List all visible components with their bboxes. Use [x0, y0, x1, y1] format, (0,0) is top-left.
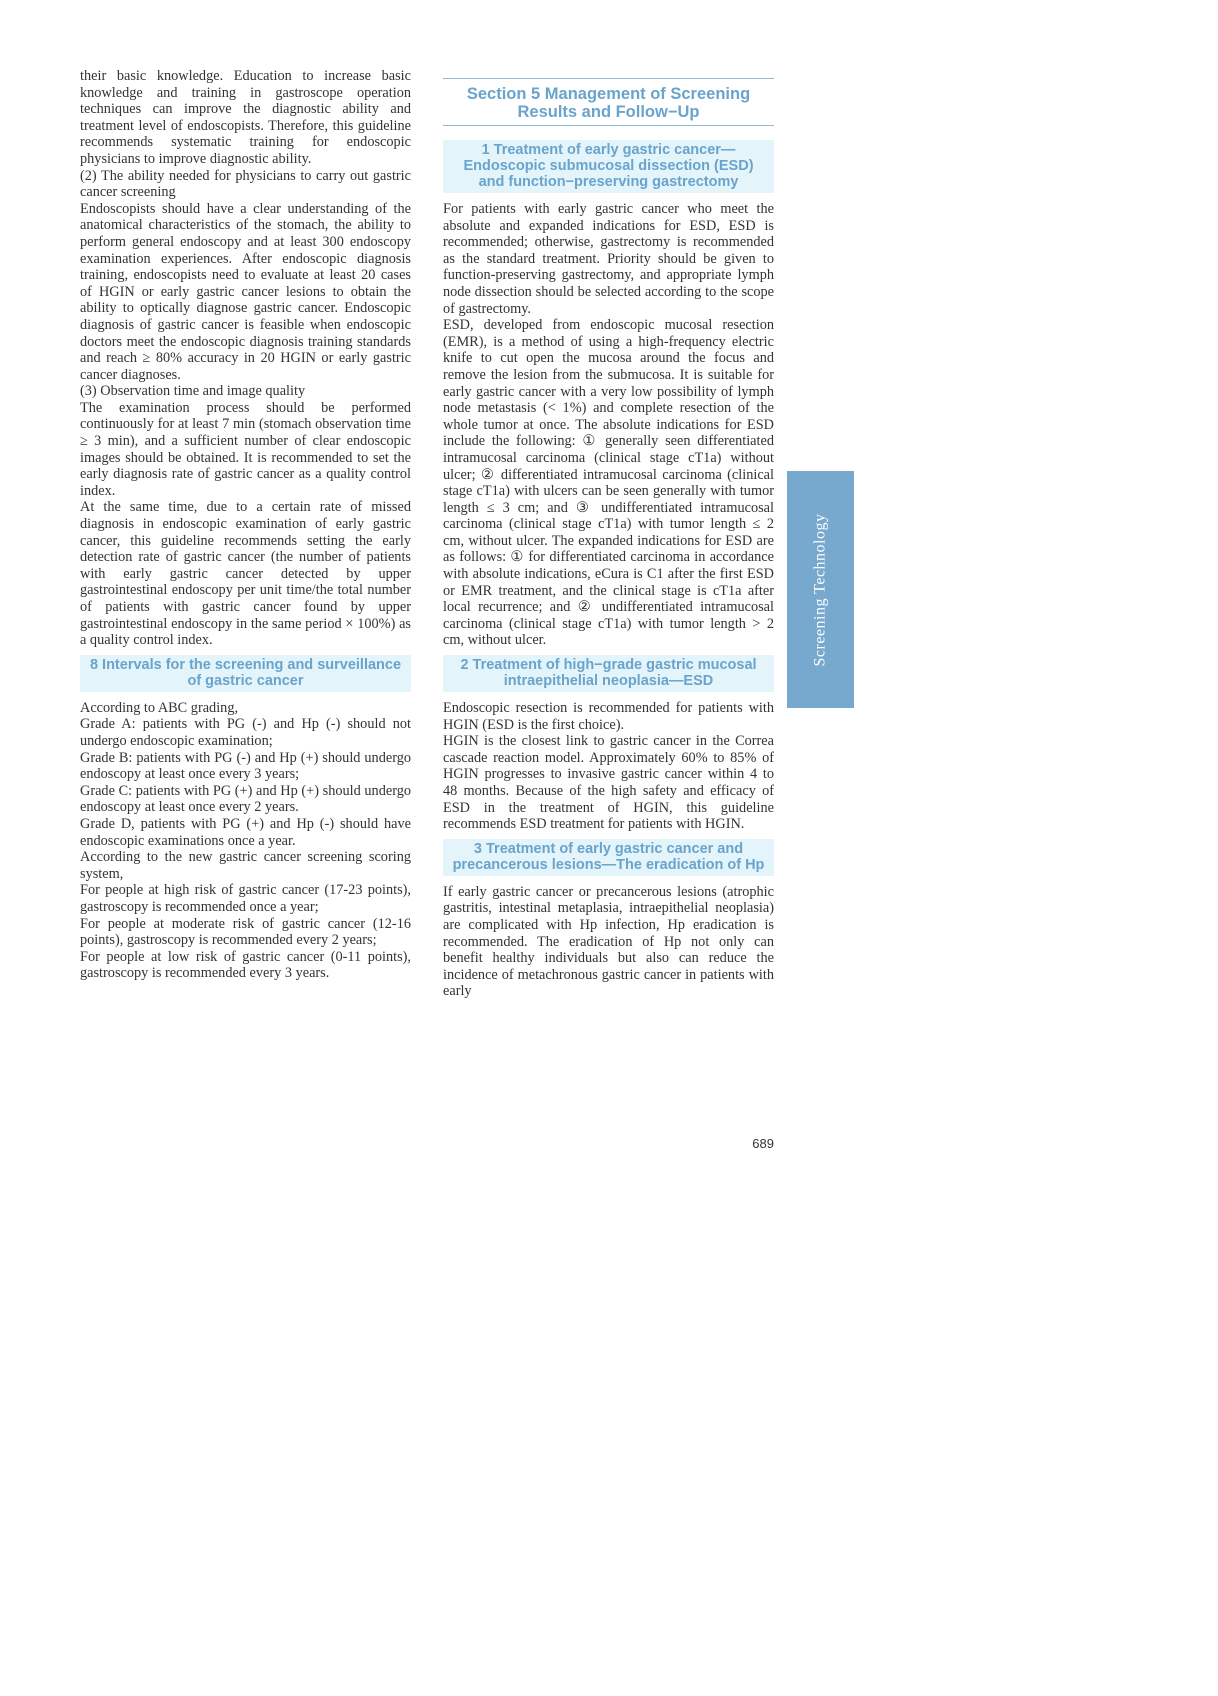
side-tab-label: Screening Technology — [811, 513, 829, 666]
paragraph: At the same time, due to a certain rate of missed diagnosis in endoscopic examination of early gastric cancer, this guideline recommends setting the early detection rate of gastric cancer (the number of patients with early gastric cancer detected by upper gastrointestinal endoscopy per unit time/the total number of patients with gastric cancer found by upper gastrointestinal endoscopy in the same period × 100%) as a quality control index. — [80, 499, 411, 649]
paragraph: For patients with early gastric cancer who meet the absolute and expanded indications for ESD, ESD is recommended; otherwise, gastrectomy is recommended as the standard treatment. Priority should be given to function-preserving gastrectomy, and appropriate lymph node dissection should be selected according to the scope of gastrectomy. — [443, 201, 774, 317]
right-column — [443, 68, 774, 1000]
side-tab — [787, 471, 854, 708]
paragraph: Grade B: patients with PG (-) and Hp (+) should undergo endoscopy at least once every 3 years; — [80, 749, 411, 783]
paragraph: For people at moderate risk of gastric cancer (12-16 points), gastroscopy is recommended every 2 years; — [80, 915, 411, 949]
paragraph: According to ABC grading, — [80, 699, 239, 716]
paragraph: their basic knowledge. Education to increase basic knowledge and training in gastroscope operation techniques can improve the diagnostic ability and treatment level of endoscopists. Therefore, this guideline recommends systematic training for endoscopic physicians to improve diagnostic ability. — [80, 68, 411, 167]
left-column — [80, 68, 411, 982]
paragraph: If early gastric cancer or precancerous lesions (atrophic gastritis, intestinal metaplasia, intraepithelial neoplasia) are complicated with Hp infection, Hp eradication is recommended. The eradication of Hp not only can benefit healthy individuals but also can reduce the incidence of metachronous gastric cancer in patients with early — [443, 883, 774, 1000]
paragraph: (3) Observation time and image quality — [80, 383, 306, 400]
paragraph: Grade D, patients with PG (+) and Hp (-) should have endoscopic examinations once a year. — [80, 815, 411, 849]
subheading-hgin: 2 Treatment of high−grade gastric mucosal intraepithelial neoplasia—ESD — [443, 655, 774, 692]
paragraph: The examination process should be performed continuously for at least 7 min (stomach observation time ≥ 3 min), and a sufficient number of clear endoscopic images should be obtained. It is recommended to set the early diagnosis rate of gastric cancer as a quality control index. — [80, 399, 411, 499]
paragraph: Endoscopists should have a clear understanding of the anatomical characteristics of the stomach, the ability to perform general endoscopy and at least 300 endoscopy examination experiences. After endoscopic diagnosis training, endoscopists need to evaluate at least 20 cases of HGIN or early gastric cancer lesions to obtain the ability to optically diagnose gastric cancer. Endoscopic diagnosis of gastric cancer is feasible when endoscopic doctors meet the endoscopic diagnosis training standards and reach ≥ 80% accuracy in 20 HGIN or early gastric cancer diagnoses. — [80, 200, 411, 383]
section-title: Section 5 Management of Screening Results and Follow−Up — [443, 78, 774, 126]
subheading-esd: 1 Treatment of early gastric cancer—Endoscopic submucosal dissection (ESD) and function−preserving gastrectomy — [443, 140, 774, 193]
paragraph: According to the new gastric cancer screening scoring system, — [80, 849, 411, 882]
paragraph: For people at low risk of gastric cancer (0-11 points), gastroscopy is recommended every 3 years. — [80, 948, 411, 982]
subheading-screening-intervals: 8 Intervals for the screening and surveillance of gastric cancer — [80, 655, 411, 692]
page-number: 689 — [752, 1136, 774, 1151]
paragraph: ESD, developed from endoscopic mucosal resection (EMR), is a method of using a high-frequency electric knife to cut open the mucosa around the focus and remove the lesion from the submucosa. It is suitable for early gastric cancer with a very low possibility of lymph node metastasis (< 1%) and complete resection of the whole tumor at once. The absolute indications for ESD include the following: ① generally seen differentiated intramucosal carcinoma (clinical stage cT1a) without ulcer; ② differentiated intramucosal carcinoma (clinical stage cT1a) with ulcers can be seen generally with tumor length ≤ 3 cm; and ③ undifferentiated intramucosal carcinoma (clinical stage cT1a) with tumor length ≤ 2 cm, without ulcer. The expanded indications for ESD are as follows: ① for differentiated carcinoma in accordance with absolute indications, eCura is C1 after the first ESD or EMR treatment, and the clinical stage is cT1a after local recurrence; and ② undifferentiated intramucosal carcinoma (clinical stage cT1a) with tumor length > 2 cm, without ulcer. — [443, 317, 774, 649]
paragraph: For people at high risk of gastric cancer (17-23 points), gastroscopy is recommended once a year; — [80, 882, 411, 915]
paragraph: Endoscopic resection is recommended for patients with HGIN (ESD is the first choice). — [443, 700, 774, 733]
paragraph: Grade A: patients with PG (-) and Hp (-) should not undergo endoscopic examination; — [80, 716, 411, 749]
subheading-hp-eradication: 3 Treatment of early gastric cancer and precancerous lesions—The eradication of Hp — [443, 839, 774, 876]
paragraph: Grade C: patients with PG (+) and Hp (+) should undergo endoscopy at least once every 2 years. — [80, 782, 411, 816]
paragraph: (2) The ability needed for physicians to carry out gastric cancer screening — [80, 167, 411, 201]
paragraph: HGIN is the closest link to gastric cancer in the Correa cascade reaction model. Approximately 60% to 85% of HGIN progresses to invasive gastric cancer within 4 to 48 months. Because of the high safety and efficacy of ESD in the treatment of HGIN, this guideline recommends ESD treatment for patients with HGIN. — [443, 733, 774, 833]
